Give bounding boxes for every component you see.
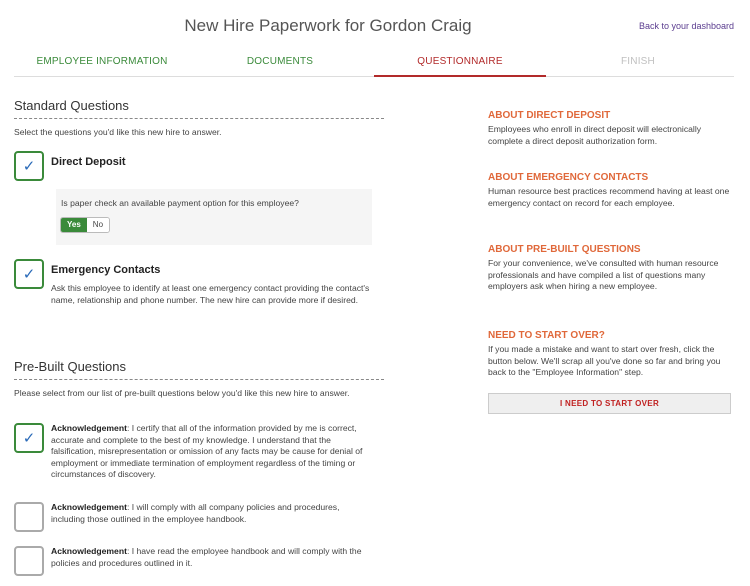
emergency-contacts-checkbox[interactable] bbox=[14, 259, 44, 289]
standard-questions-hint: Select the questions you'd like this new hire to answer. bbox=[14, 127, 222, 137]
emergency-help-text: Human resource best practices recommend having at least one emergency contact on record for each employee. bbox=[488, 186, 730, 208]
standard-questions-title: Standard Questions bbox=[14, 98, 384, 119]
prebuilt-help bbox=[488, 244, 732, 293]
direct-deposit-checkbox[interactable] bbox=[14, 151, 44, 181]
emergency-contacts-label: Emergency Contacts bbox=[51, 264, 161, 276]
prebuilt-item bbox=[14, 502, 374, 525]
restart-help-text: If you made a mistake and want to start over fresh, click the button below. We'll scrap all you've done so far and bring you back to the "Employee Information" step. bbox=[488, 344, 721, 377]
emergency-contacts-option bbox=[14, 259, 384, 306]
restart-help-title: NEED TO START OVER? bbox=[488, 330, 605, 341]
checkmark-icon: ✓ bbox=[22, 429, 36, 447]
prebuilt-item-checkbox[interactable] bbox=[14, 423, 44, 453]
no-toggle-button[interactable]: No bbox=[87, 218, 109, 232]
direct-deposit-help-text: Employees who enroll in direct deposit will electronically complete a direct deposit authorization form. bbox=[488, 124, 702, 146]
prebuilt-item-text: Acknowledgement: I will comply with all company policies and procedures, including those outlined in the employee handbook. bbox=[51, 502, 340, 524]
yes-toggle-button[interactable]: Yes bbox=[61, 218, 87, 232]
page-title: New Hire Paperwork for Gordon Craig bbox=[184, 16, 472, 35]
direct-deposit-label: Direct Deposit bbox=[51, 156, 126, 168]
tab-documents[interactable]: DOCUMENTS bbox=[246, 56, 314, 67]
direct-deposit-help-title: ABOUT DIRECT DEPOSIT bbox=[488, 110, 611, 121]
prebuilt-help-title: ABOUT PRE-BUILT QUESTIONS bbox=[488, 244, 641, 255]
tab-finish[interactable]: FINISH bbox=[621, 56, 655, 67]
tab-employee-information[interactable]: EMPLOYEE INFORMATION bbox=[36, 56, 168, 67]
prebuilt-help-text: For your convenience, we've consulted with human resource professionals and have compiled a list of questions many employers ask when hiring a new employee. bbox=[488, 258, 719, 291]
prebuilt-item bbox=[14, 546, 374, 569]
paper-check-toggle bbox=[60, 217, 110, 233]
direct-deposit-subquestion bbox=[56, 189, 372, 245]
checkmark-icon: ✓ bbox=[22, 265, 36, 283]
start-over-button[interactable]: I NEED TO START OVER bbox=[488, 393, 731, 414]
restart-help bbox=[488, 330, 732, 379]
prebuilt-item-text: Acknowledgement: I certify that all of the information provided by me is correct, accurate and complete to the best of my knowledge. I understand that the falsification, misrepresentation or omission of any facts may be cause for denial of employment or immediate termination of employment regardless of the timing or circumstances of discovery. bbox=[51, 423, 363, 480]
direct-deposit-help bbox=[488, 110, 732, 147]
emergency-help bbox=[488, 172, 732, 209]
prebuilt-item-checkbox[interactable] bbox=[14, 546, 44, 576]
prebuilt-section bbox=[14, 359, 384, 399]
prebuilt-item bbox=[14, 423, 374, 481]
prebuilt-questions-title: Pre-Built Questions bbox=[14, 359, 384, 380]
emergency-help-title: ABOUT EMERGENCY CONTACTS bbox=[488, 172, 649, 183]
step-tabs bbox=[14, 47, 734, 77]
checkmark-icon: ✓ bbox=[22, 157, 36, 175]
emergency-contacts-description: Ask this employee to identify at least one emergency contact providing the contact's name, relationship and phone number. The new hire can provide more if desired. bbox=[51, 283, 370, 305]
direct-deposit-option bbox=[14, 151, 384, 175]
prebuilt-questions-hint: Please select from our list of pre-built questions below you'd like this new hire to answer. bbox=[14, 388, 350, 398]
top-bar bbox=[0, 0, 750, 50]
back-to-dashboard-link[interactable]: Back to your dashboard bbox=[638, 21, 734, 31]
questions-column bbox=[14, 98, 384, 138]
prebuilt-item-text: Acknowledgement: I have read the employee handbook and will comply with the policies and procedures outlined in it. bbox=[51, 546, 362, 568]
prebuilt-item-checkbox[interactable] bbox=[14, 502, 44, 532]
tab-questionnaire[interactable]: QUESTIONNAIRE bbox=[374, 47, 546, 77]
paper-check-question: Is paper check an available payment option for this employee? bbox=[61, 198, 299, 208]
